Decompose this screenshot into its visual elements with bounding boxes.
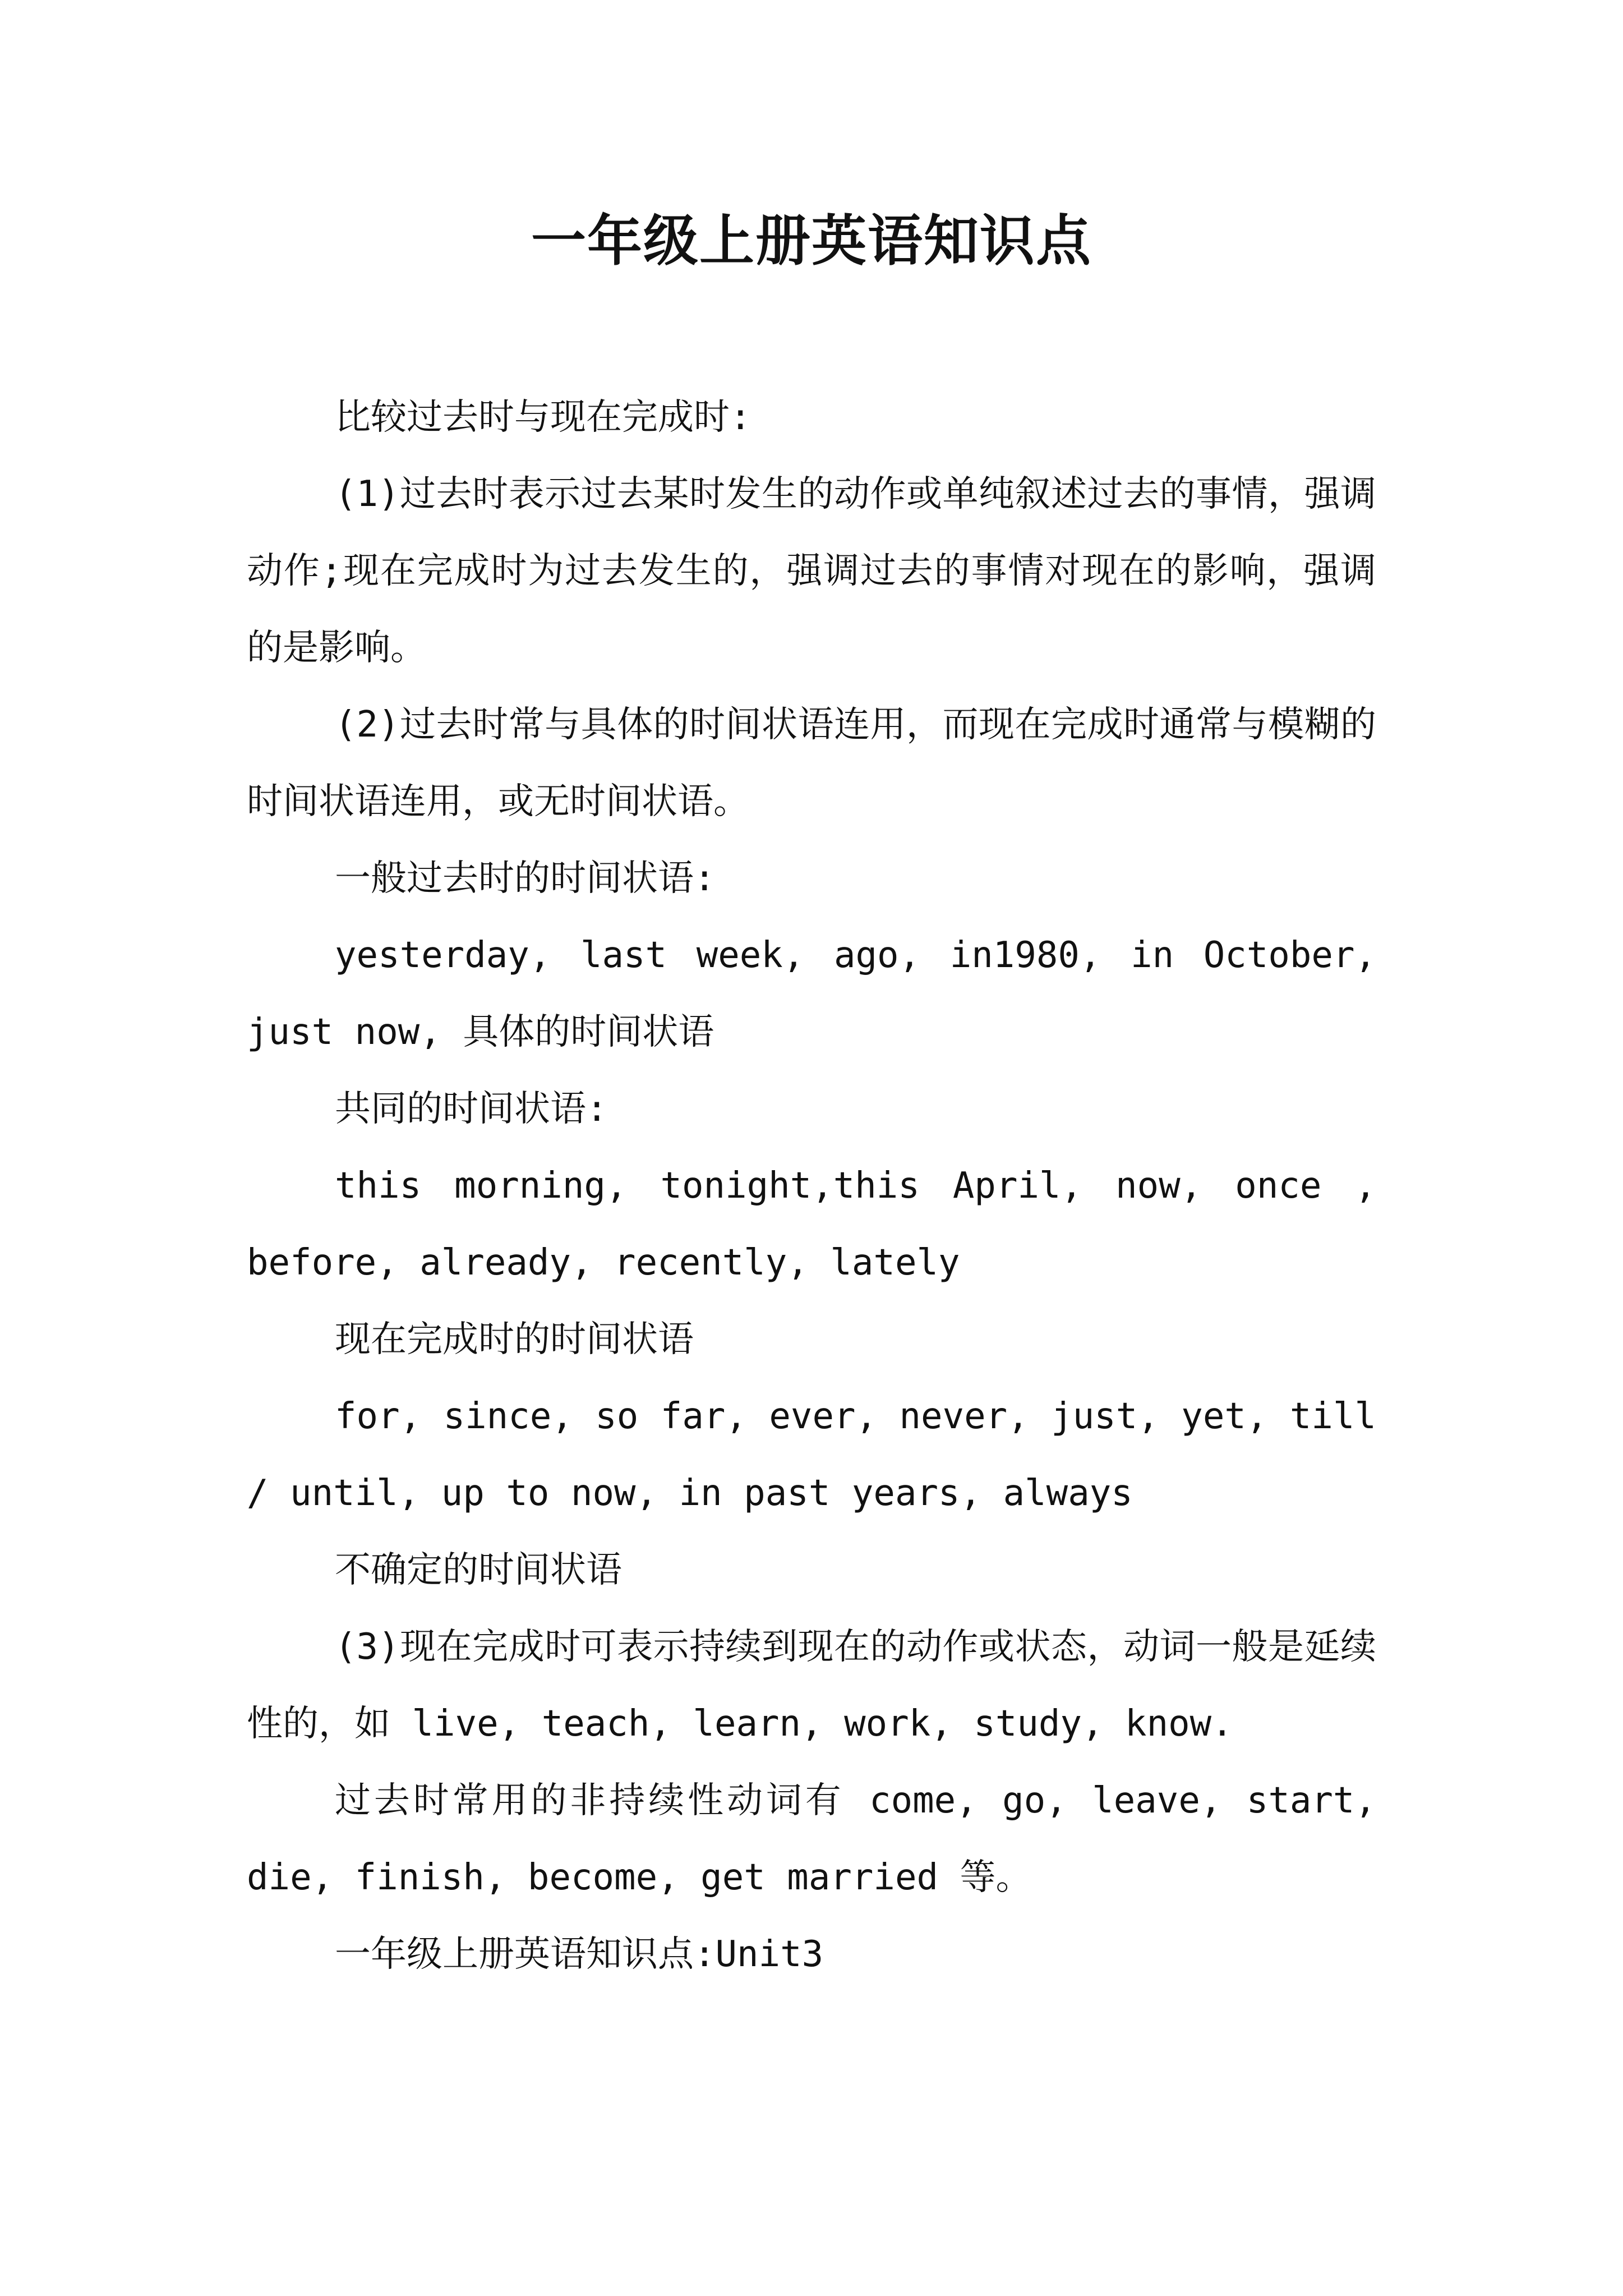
paragraph-point-3: (3)现在完成时可表示持续到现在的动作或状态，动词一般是延续性的，如 live, teach, learn, work, study, know. <box>247 1626 1376 1745</box>
paragraph-common-adverbials-list: this morning, tonight,this April, now, once , before, already, recently, lately <box>247 1165 1376 1283</box>
paragraph-uncertain-adverbials-heading: 不确定的时间状语 <box>335 1549 622 1591</box>
document-body <box>247 379 1376 1993</box>
paragraph-past-adverbials-heading: 一般过去时的时间状语: <box>335 858 716 899</box>
paragraph-point-2: (2)过去时常与具体的时间状语连用，而现在完成时通常与模糊的时间状语连用，或无时间状语。 <box>247 704 1376 822</box>
paragraph-point-1: (1)过去时表示过去某时发生的动作或单纯叙述过去的事情，强调动作;现在完成时为过去发生的，强调过去的事情对现在的影响，强调的是影响。 <box>247 473 1376 669</box>
paragraph-comparison-heading: 比较过去时与现在完成时: <box>335 397 751 438</box>
paragraph-common-adverbials-heading: 共同的时间状语: <box>335 1088 608 1130</box>
paragraph-nondurative-verbs: 过去时常用的非持续性动词有 come, go, leave, start, die, finish, become, get married 等。 <box>247 1780 1376 1898</box>
paragraph-perfect-adverbials-heading: 现在完成时的时间状语 <box>335 1319 694 1360</box>
paragraph-unit3-heading: 一年级上册英语知识点:Unit3 <box>335 1934 824 1975</box>
paragraph-perfect-adverbials-list: for, since, so far, ever, never, just, yet, till / until, up to now, in past years, always <box>247 1396 1376 1514</box>
document-title: 一年级上册英语知识点 <box>531 209 1092 273</box>
paragraph-past-adverbials-list: yesterday, last week, ago, in1980, in October, just now, 具体的时间状语 <box>247 935 1376 1053</box>
